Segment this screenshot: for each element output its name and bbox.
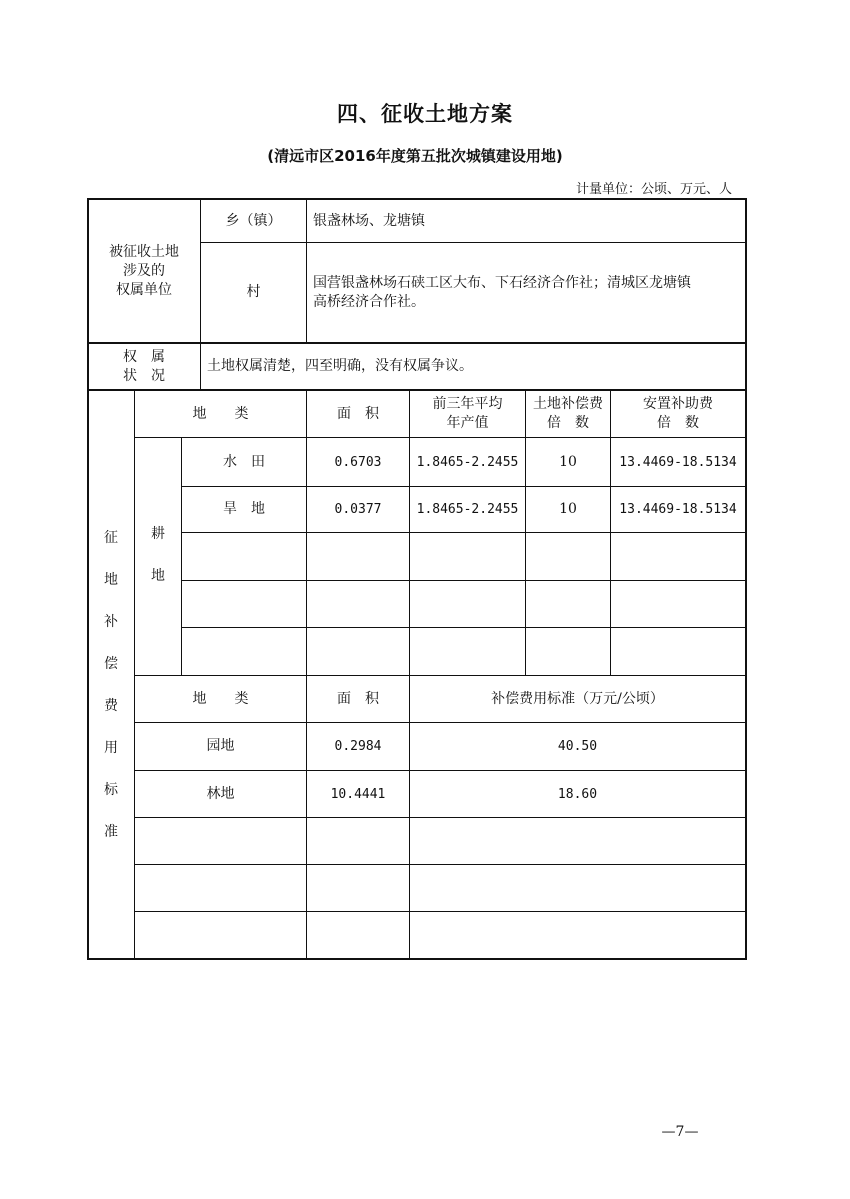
ownership-status-label: 权 属 状 况 [123, 348, 165, 384]
town-label: 乡（镇） [225, 212, 282, 229]
table-row-paddy-land-multiplier: 10 [559, 453, 577, 470]
table-border-right [745, 198, 747, 960]
table-row-dryland-area: 0.0377 [334, 502, 382, 517]
page-subtitle: (清远市区2016年度第五批次城镇建设用地) [267, 147, 563, 165]
table-row-paddy-area: 0.6703 [334, 454, 382, 470]
header-other-land-type: 地 类 [192, 690, 249, 707]
table-row-forest-standard: 18.60 [557, 786, 598, 802]
table-row-dryland-land-multiplier: 10 [559, 501, 577, 517]
table-row-paddy-resettle-multiplier: 13.4469-18.5134 [619, 454, 737, 470]
ownership-status-value: 土地权属清楚，四至明确，没有权属争议。 [207, 358, 473, 374]
table-row-garden-type: 园地 [206, 738, 235, 754]
village-label: 村 [246, 284, 261, 300]
farmland-label: 耕 地 [151, 526, 165, 584]
table-row-paddy-output: 1.8465-2.2455 [416, 454, 519, 470]
ownership-section-label: 被征收土地 涉及的 权属单位 [109, 243, 179, 298]
table-row-garden-standard: 40.50 [557, 739, 598, 754]
header-compensation-standard: 补偿费用标准（万元/公顷） [491, 690, 664, 707]
table-border-bottom [87, 958, 747, 960]
table-row-paddy-type: 水 田 [223, 453, 265, 470]
header-land-multiplier: 土地补偿费 倍 数 [533, 396, 603, 431]
grid-line [181, 532, 746, 533]
page-number: —7— [661, 1124, 699, 1140]
table-row-dryland-type: 旱 地 [223, 501, 265, 517]
grid-line [181, 580, 746, 581]
compensation-side-label: 征 地 补 偿 费 用 标 准 [104, 530, 118, 840]
grid-line [134, 911, 746, 912]
table-row-dryland-resettle-multiplier: 13.4469-18.5134 [619, 502, 737, 517]
town-value: 银盏林场、龙塘镇 [313, 212, 425, 229]
table-row-forest-type: 林地 [206, 785, 235, 802]
header-avg-output: 前三年平均 年产值 [432, 396, 503, 431]
grid-line [134, 817, 746, 818]
page-title: 四、征收土地方案 [337, 102, 513, 126]
table-row-dryland-output: 1.8465-2.2455 [416, 502, 519, 517]
grid-line [181, 627, 746, 628]
table-row-forest-area: 10.4441 [330, 786, 386, 802]
grid-line [134, 864, 746, 865]
header-area: 面 积 [337, 405, 379, 422]
header-other-area: 面 积 [337, 690, 379, 707]
header-resettle-multiplier: 安置补助费 倍 数 [643, 396, 713, 431]
village-value: 国营银盏林场石硖工区大布、下石经济合作社；清城区龙塘镇 高桥经济合作社。 [313, 274, 691, 310]
header-land-type: 地 类 [192, 405, 249, 422]
unit-note: 计量单位：公顷、万元、人 [575, 182, 732, 197]
table-row-garden-area: 0.2984 [334, 739, 382, 754]
